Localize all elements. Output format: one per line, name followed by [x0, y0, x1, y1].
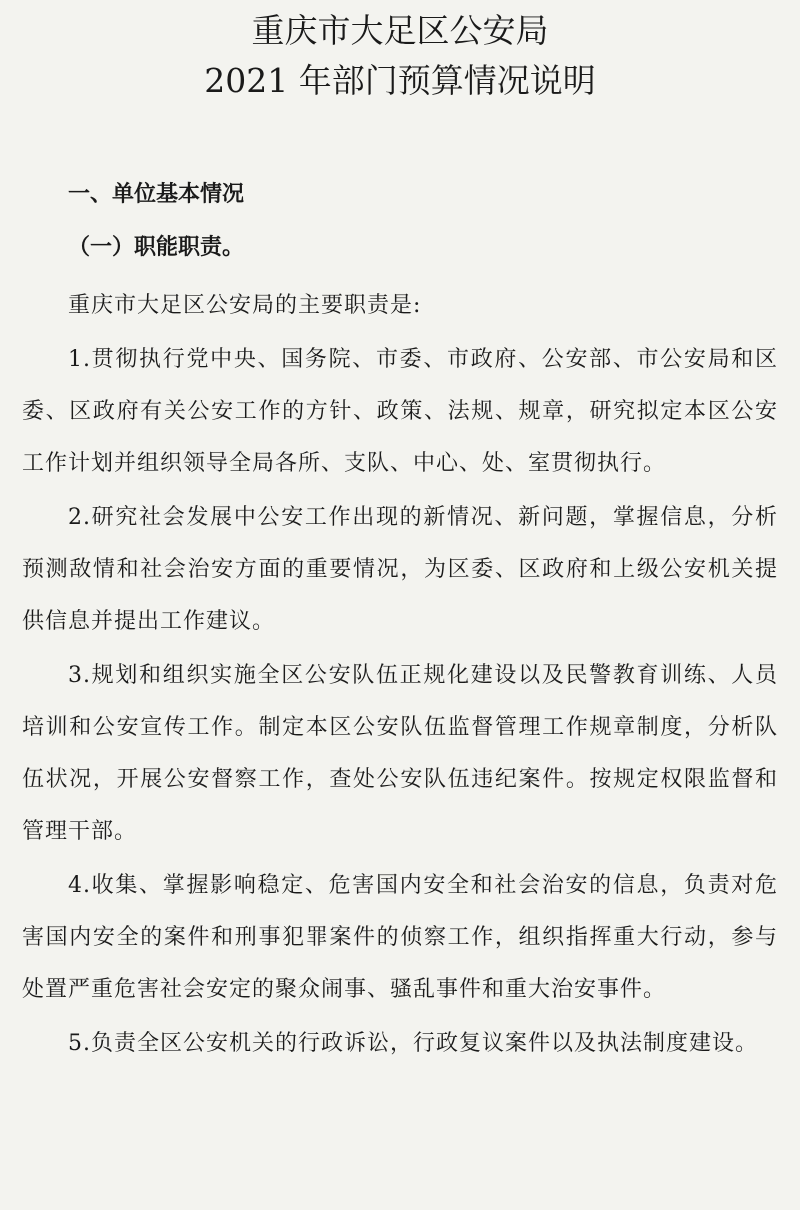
subsection-heading-duties: （一）职能职责。 — [68, 234, 245, 260]
document-title-line-1: 重庆市大足区公安局 — [251, 11, 549, 50]
duties-intro: 重庆市大足区公安局的主要职责是: — [68, 293, 422, 318]
document-title-line-2: 2021 年部门预算情况说明 — [204, 61, 596, 100]
duty-item-4: 4.收集、掌握影响稳定、危害国内安全和社会治安的信息，负责对危害国内安全的案件和刑事犯罪案件的侦察工作，组织指挥重大行动，参与处置严重危害社会安定的聚众闹事、骚乱事件和重大治安事件。 — [22, 873, 778, 1002]
duty-item-1: 1.贯彻执行党中央、国务院、市委、市政府、公安部、市公安局和区委、区政府有关公安工作的方针、政策、法规、规章，研究拟定本区公安工作计划并组织领导全局各所、支队、中心、处、室贯彻执行。 — [22, 347, 778, 476]
duty-item-2: 2.研究社会发展中公安工作出现的新情况、新问题，掌握信息，分析预测敌情和社会治安方面的重要情况，为区委、区政府和上级公安机关提供信息并提出工作建议。 — [22, 505, 778, 634]
duty-item-5: 5.负责全区公安机关的行政诉讼，行政复议案件以及执法制度建设。 — [68, 1031, 758, 1056]
duty-item-3: 3.规划和组织实施全区公安队伍正规化建设以及民警教育训练、人员培训和公安宣传工作。制定本区公安队伍监督管理工作规章制度，分析队伍状况，开展公安督察工作，查处公安队伍违纪案件。按规定权限监督和管理干部。 — [22, 663, 778, 844]
section-heading-basic-info: 一、单位基本情况 — [68, 182, 245, 207]
